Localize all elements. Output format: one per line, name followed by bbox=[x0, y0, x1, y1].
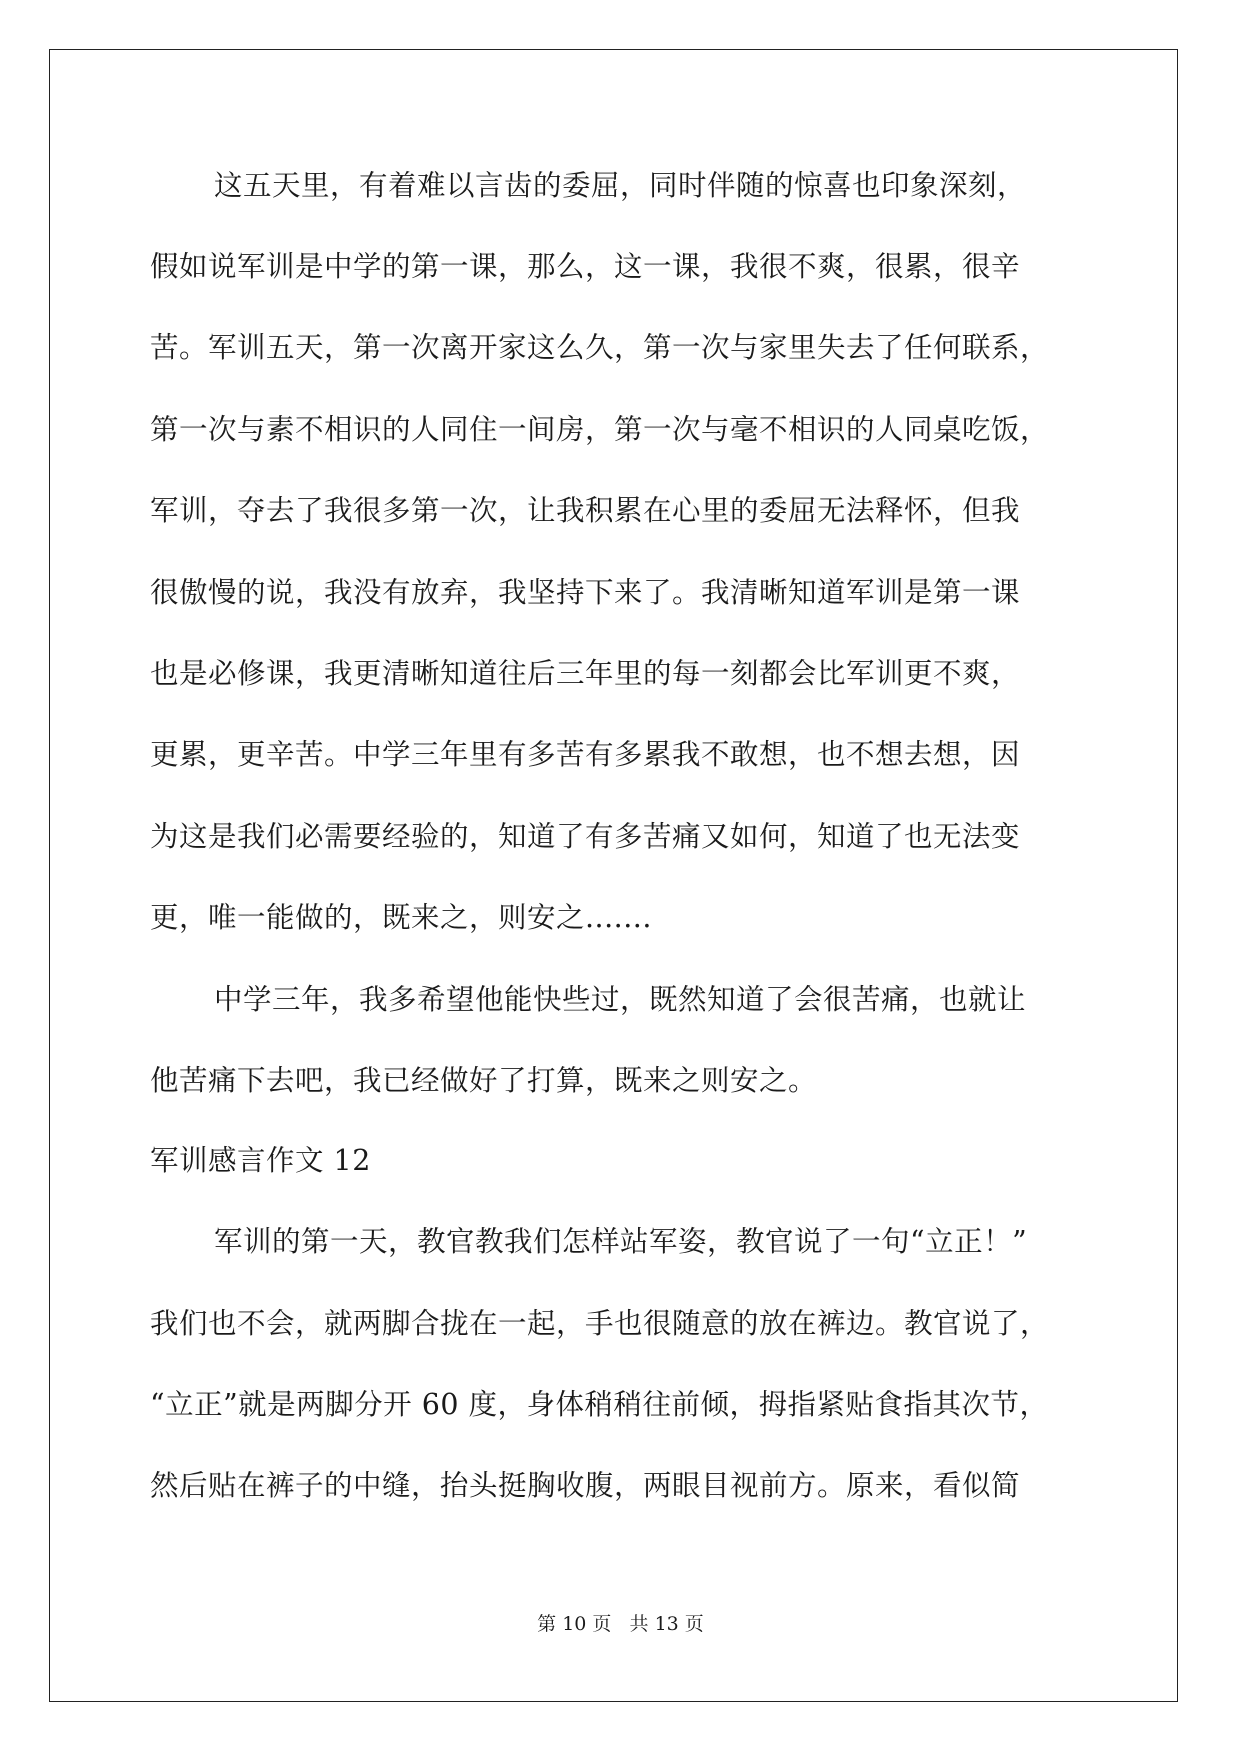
page-number: 第 10 页 共 13 页 bbox=[537, 1613, 704, 1635]
text-line: 很傲慢的说，我没有放弃，我坚持下来了。我清晰知道军训是第一课 bbox=[150, 576, 1021, 609]
text-line: 军训的第一天，教官教我们怎样站军姿，教官说了一句“立正！” bbox=[214, 1225, 1028, 1258]
text-line: 然后贴在裤子的中缝，抬头挺胸收腹，两眼目视前方。原来，看似简 bbox=[150, 1469, 1021, 1502]
text-line: 第一次与素不相识的人同住一间房，第一次与毫不相识的人同桌吃饭， bbox=[150, 413, 1050, 446]
page-border bbox=[49, 49, 1178, 1702]
text-line: 更累，更辛苦。中学三年里有多苦有多累我不敢想，也不想去想，因 bbox=[150, 738, 1021, 771]
text-line: 更，唯一能做的，既来之，则安之....... bbox=[150, 901, 652, 934]
text-line: 为这是我们必需要经验的，知道了有多苦痛又如何，知道了也无法变 bbox=[150, 820, 1021, 853]
text-line: 我们也不会，就两脚合拢在一起，手也很随意的放在裤边。教官说了， bbox=[150, 1307, 1050, 1340]
text-line: 假如说军训是中学的第一课，那么，这一课，我很不爽，很累，很辛 bbox=[150, 250, 1021, 283]
text-line: 也是必修课，我更清晰知道往后三年里的每一刻都会比军训更不爽， bbox=[150, 657, 1021, 690]
text-line: 中学三年，我多希望他能快些过，既然知道了会很苦痛，也就让 bbox=[214, 983, 1027, 1016]
text-line: 军训，夺去了我很多第一次，让我积累在心里的委屈无法释怀，但我 bbox=[150, 494, 1021, 527]
text-line: “立正”就是两脚分开 60 度，身体稍稍往前倾，拇指紧贴食指其次节， bbox=[150, 1388, 1049, 1421]
text-line: 这五天里，有着难以言齿的委屈，同时伴随的惊喜也印象深刻， bbox=[214, 169, 1027, 202]
section-title: 军训感言作文 12 bbox=[150, 1144, 371, 1177]
text-line: 苦。军训五天，第一次离开家这么久，第一次与家里失去了任何联系， bbox=[150, 331, 1050, 364]
text-line: 他苦痛下去吧，我已经做好了打算，既来之则安之。 bbox=[150, 1064, 818, 1097]
